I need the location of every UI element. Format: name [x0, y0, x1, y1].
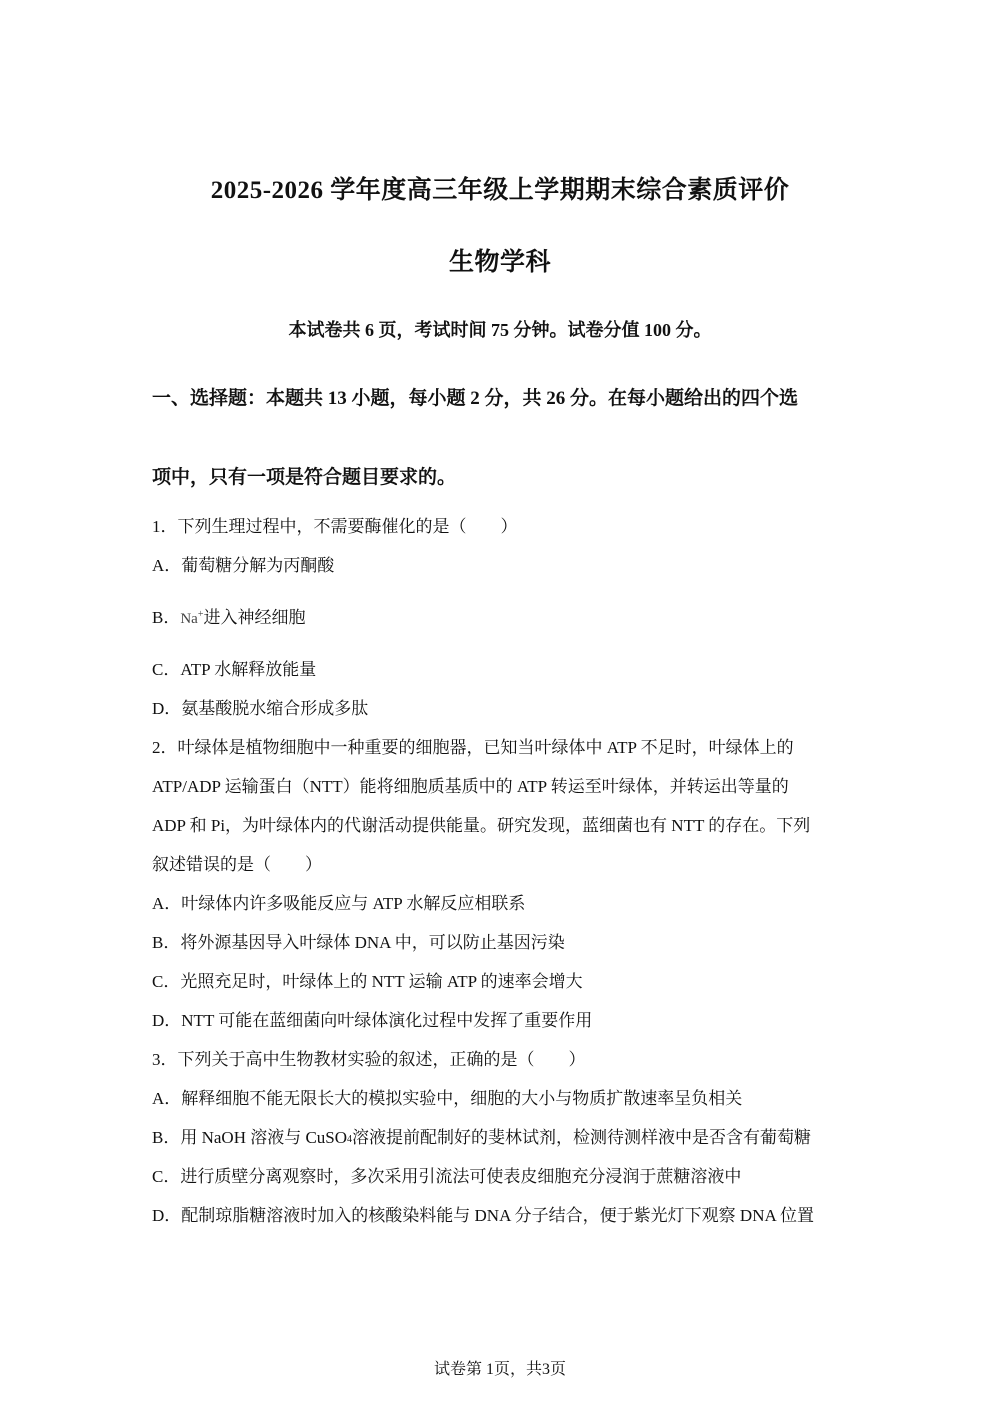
- exam-notice: 本试卷共 6 页，考试时间 75 分钟。试卷分值 100 分。: [288, 320, 712, 340]
- q3-option-c: C．进行质壁分离观察时，多次采用引流法可使表皮细胞充分浸润于蔗糖溶液中: [152, 1167, 742, 1186]
- q3-option-b-part-1: B．用 NaOH 溶液与 CuSO: [152, 1128, 348, 1147]
- q2-stem-line-2: ATP/ADP 运输蛋白（NTT）能将细胞质基质中的 ATP 转运至叶绿体，并转运出等量的: [152, 777, 789, 796]
- q3-option-d: D．配制琼脂糖溶液时加入的核酸染料能与 DNA 分子结合，便于紫光灯下观察 DNA 位置: [152, 1206, 815, 1225]
- section-heading-line-1: 一、选择题：本题共 13 小题，每小题 2 分，共 26 分。在每小题给出的四个选: [152, 388, 799, 409]
- q3-option-b: [152, 1127, 852, 1149]
- sulfate-subscript: 4: [347, 1134, 353, 1145]
- sodium-ion: [180, 611, 203, 627]
- sodium-ion-symbol: Na: [180, 611, 198, 627]
- q2-option-b: B．将外源基因导入叶绿体 DNA 中，可以防止基因污染: [152, 933, 565, 952]
- q3-option-a: A．解释细胞不能无限长大的模拟实验中，细胞的大小与物质扩散速率呈负相关: [152, 1089, 743, 1108]
- q1-option-c: C．ATP 水解释放能量: [152, 660, 317, 679]
- q2-option-c: C．光照充足时，叶绿体上的 NTT 运输 ATP 的速率会增大: [152, 972, 583, 991]
- q1-stem: 1．下列生理过程中，不需要酶催化的是（ ）: [152, 517, 518, 536]
- q1-option-a: A．葡萄糖分解为丙酮酸: [152, 556, 335, 575]
- q3-option-b-part-2: 溶液提前配制好的斐林试剂，检测待测样液中是否含有葡萄糖: [352, 1128, 812, 1147]
- q2-stem-line-1: 2．叶绿体是植物细胞中一种重要的细胞器，已知当叶绿体中 ATP 不足时，叶绿体上的: [152, 738, 794, 757]
- q2-option-a: A．叶绿体内许多吸能反应与 ATP 水解反应相联系: [152, 894, 526, 913]
- q2-option-d: D．NTT 可能在蓝细菌向叶绿体演化过程中发挥了重要作用: [152, 1011, 593, 1030]
- page-footer: 试卷第 1页，共3页: [433, 1361, 566, 1378]
- exam-title: 2025-2026 学年度高三年级上学期期末综合素质评价: [210, 177, 790, 204]
- sodium-ion-charge: +: [197, 609, 204, 620]
- subject-title: 生物学科: [448, 249, 551, 276]
- section-heading-line-2: 项中，只有一项是符合题目要求的。: [152, 467, 457, 488]
- q3-stem: 3．下列关于高中生物教材实验的叙述，正确的是（ ）: [152, 1050, 586, 1069]
- q2-stem-line-3: ADP 和 Pi，为叶绿体内的代谢活动提供能量。研究发现，蓝细菌也有 NTT 的存在。下列: [152, 816, 811, 835]
- q1-option-d: D．氨基酸脱水缩合形成多肽: [152, 699, 369, 718]
- q1-option-b-text: 进入神经细胞: [203, 608, 306, 627]
- q1-option-b-prefix: B．: [152, 608, 181, 627]
- q1-option-b: [152, 607, 852, 630]
- q2-stem-line-4: 叙述错误的是（ ）: [152, 855, 322, 874]
